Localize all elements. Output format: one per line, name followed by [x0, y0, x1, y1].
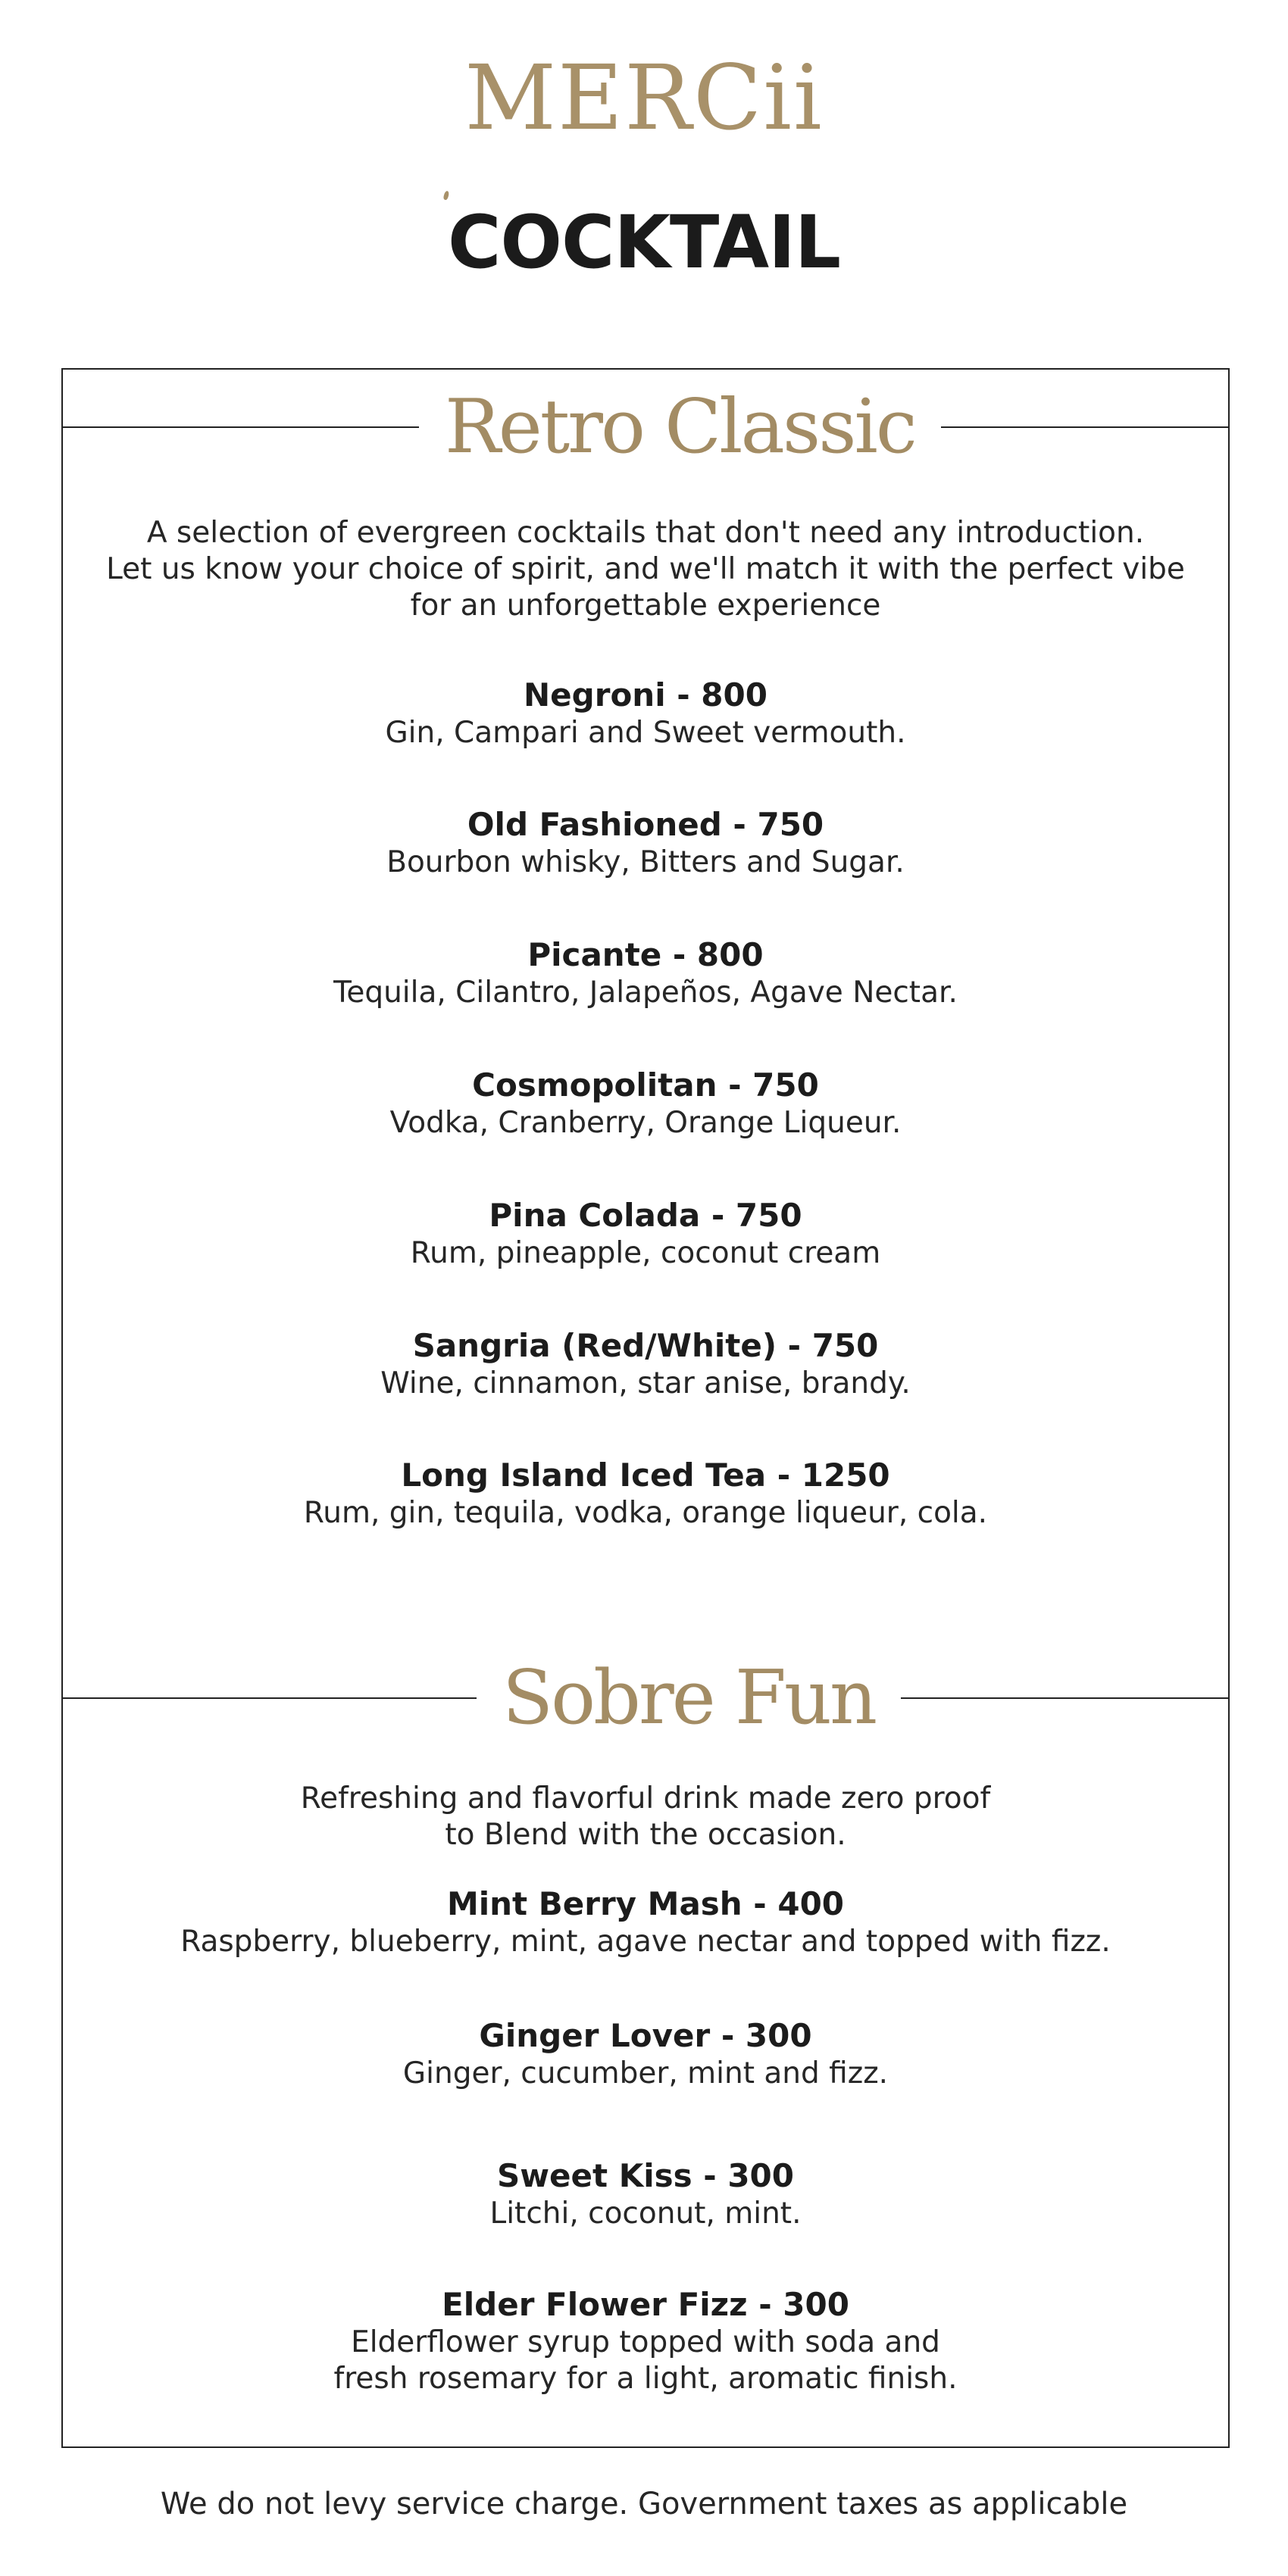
item-description: [61, 975, 1230, 1011]
item-description: [61, 2325, 1230, 2397]
menu-item: [61, 2156, 1230, 2232]
section-intro: [61, 1781, 1230, 1853]
item-name: Negroni - 800: [524, 676, 767, 713]
intro-line: A selection of evergreen cocktails that don't need any introduction.: [146, 516, 1145, 550]
intro-line: Refreshing and flavorful drink made zero proof: [300, 1781, 991, 1816]
divider-rule: [901, 1697, 1230, 1699]
item-description: [61, 2056, 1230, 2092]
item-description-line: Elderflower syrup topped with soda and: [351, 2325, 940, 2359]
item-name: Elder Flower Fizz - 300: [442, 2286, 849, 2323]
section-heading: Retro Classic: [445, 384, 915, 470]
divider-rule: [61, 426, 419, 428]
item-description: [61, 1235, 1230, 1272]
item-name: Mint Berry Mash - 400: [446, 1885, 845, 1922]
item-description-line: Rum, pineapple, coconut cream: [410, 1236, 881, 1270]
menu-item: [61, 2016, 1230, 2092]
divider-rule: [941, 426, 1230, 428]
section-heading-row-sobre-fun: [61, 1655, 1230, 1741]
item-name: Long Island Iced Tea - 1250: [401, 1457, 890, 1494]
item-description-line: Ginger, cucumber, mint and fizz.: [402, 2056, 889, 2090]
intro-line: for an unforgettable experience: [410, 589, 881, 623]
menu-item: [61, 1326, 1230, 1402]
item-description: [61, 1924, 1230, 1960]
item-description-line: Raspberry, blueberry, mint, agave nectar and topped with fizz.: [180, 1925, 1111, 1959]
brand-logo: MERCii: [464, 45, 824, 150]
item-name: Cosmopolitan - 750: [472, 1066, 819, 1104]
item-description-line: Vodka, Cranberry, Orange Liqueur.: [389, 1106, 902, 1140]
intro-line: to Blend with the occasion.: [445, 1818, 846, 1852]
section-heading-row-retro-classic: [61, 384, 1230, 470]
item-description-line: Tequila, Cilantro, Jalapeños, Agave Nectar.: [333, 976, 958, 1010]
menu-item: [61, 1196, 1230, 1272]
item-description-line: fresh rosemary for a light, aromatic finish.: [333, 2362, 958, 2396]
item-name: Ginger Lover - 300: [479, 2017, 812, 2054]
menu-item: [61, 1456, 1230, 1532]
intro-line: Let us know your choice of spirit, and we'll match it with the perfect vibe: [106, 552, 1185, 586]
item-name: Sweet Kiss - 300: [496, 2157, 794, 2194]
menu-item: [61, 935, 1230, 1011]
item-description-line: Gin, Campari and Sweet vermouth.: [385, 716, 906, 750]
section-heading: Sobre Fun: [502, 1655, 876, 1741]
item-description-line: Rum, gin, tequila, vodka, orange liqueur, cola.: [303, 1496, 988, 1530]
menu-item: [61, 1884, 1230, 1960]
logo-ornament: [443, 190, 450, 200]
item-name: Sangria (Red/White) - 750: [412, 1327, 879, 1364]
menu-item: [61, 676, 1230, 751]
divider-rule: [61, 1697, 477, 1699]
item-description: [61, 1495, 1230, 1532]
item-name: Old Fashioned - 750: [467, 806, 824, 843]
item-description: [61, 2196, 1230, 2232]
item-name: Picante - 800: [527, 936, 764, 973]
menu-item: [61, 2285, 1230, 2397]
menu-item: [61, 805, 1230, 881]
item-name: Pina Colada - 750: [489, 1197, 802, 1234]
item-description: [61, 845, 1230, 881]
item-description-line: Litchi, coconut, mint.: [489, 2197, 802, 2231]
item-description: [61, 1366, 1230, 1402]
footer-note: We do not levy service charge. Government taxes as applicable: [160, 2487, 1128, 2521]
item-description-line: Bourbon whisky, Bitters and Sugar.: [386, 845, 905, 879]
item-description-line: Wine, cinnamon, star anise, brandy.: [380, 1366, 911, 1400]
section-intro: [61, 515, 1230, 624]
item-description: [61, 715, 1230, 751]
item-description: [61, 1105, 1230, 1141]
page-title: COCKTAIL: [447, 200, 841, 285]
menu-item: [61, 1066, 1230, 1141]
